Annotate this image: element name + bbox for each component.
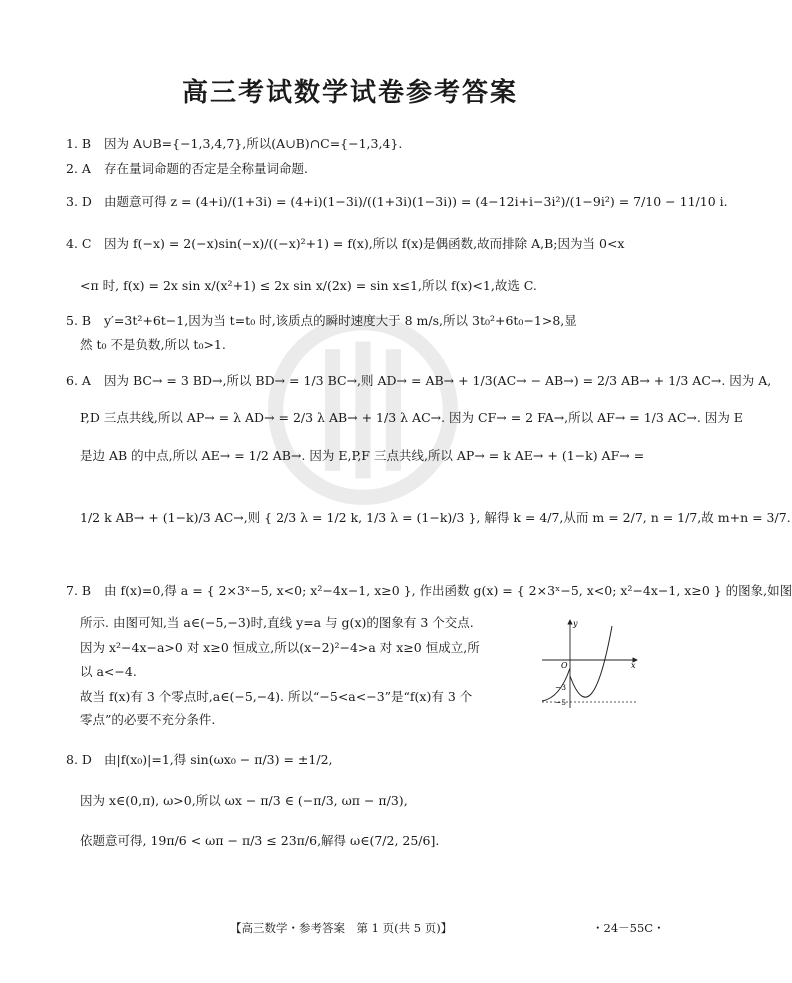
answer-3-number: 3. D — [66, 194, 92, 209]
answer-2-line-1: 存在量词命题的否定是全称量词命题. — [104, 161, 308, 176]
answer-6-number: 6. A — [66, 373, 91, 388]
answer-5-line-2: 然 t₀ 不是负数,所以 t₀>1. — [80, 337, 226, 352]
answer-5-number: 5. B — [66, 313, 92, 328]
tick-label-minus-3: −3 — [555, 683, 567, 692]
answer-1-number: 1. B — [66, 136, 92, 151]
answer-7-line-5: 故当 f(x)有 3 个零点时,a∈(−5,−4). 所以“−5<a<−3”是“f(x)有 3 个 — [80, 689, 473, 704]
answer-7-number: 7. B — [66, 583, 92, 598]
origin-label: O — [561, 661, 568, 670]
answer-7-line-2: 所示. 由图可知,当 a∈(−5,−3)时,直线 y=a 与 g(x)的图象有 3 个交点. — [80, 615, 474, 630]
answer-2-number: 2. A — [66, 161, 91, 176]
answer-4-line-2: <π 时, f(x) = 2x sin x/(x²+1) ≤ 2x sin x/(2x) = sin x≤1,所以 f(x)<1,故选 C. — [80, 278, 537, 293]
answer-7-line-1: 由 f(x)=0,得 a = { 2×3ˣ−5, x<0; x²−4x−1, x≥0 }, 作出函数 g(x) = { 2×3ˣ−5, x<0; x²−4x−1, x≥0 } 的图象,如图 — [104, 583, 792, 598]
answer-7-line-6: 零点”的必要不充分条件. — [80, 712, 216, 727]
answer-5-line-1: y′=3t²+6t−1,因为当 t=t₀ 时,该质点的瞬时速度大于 8 m/s,所以 3t₀²+6t₀−1>8,显 — [104, 313, 577, 328]
function-graph — [540, 618, 640, 710]
answer-6-line-2: P,D 三点共线,所以 AP→ = λ AD→ = 2/3 λ AB→ + 1/3 λ AC→. 因为 CF→ = 2 FA→,所以 AF→ = 1/3 AC→. 因为 E — [80, 410, 743, 425]
answer-8-number: 8. D — [66, 752, 92, 767]
x-axis-label: x — [631, 661, 636, 670]
answer-4-line-1: 因为 f(−x) = 2(−x)sin(−x)/((−x)²+1) = f(x),所以 f(x)是偶函数,故而排除 A,B;因为当 0<x — [104, 236, 625, 251]
answer-1-line-1: 因为 A∪B={−1,3,4,7},所以(A∪B)∩C={−1,3,4}. — [104, 136, 403, 151]
answer-8-line-3: 依题意可得, 19π/6 < ωπ − π/3 ≤ 23π/6,解得 ω∈(7/2, 25/6]. — [80, 833, 440, 848]
page-code: ・24－55C・ — [592, 921, 665, 935]
answer-7-line-4: 以 a<−4. — [80, 664, 137, 679]
answer-6-line-4: 1/2 k AB→ + (1−k)/3 AC→,则 { 2/3 λ = 1/2 k, 1/3 λ = (1−k)/3 }, 解得 k = 4/7,从而 m = 2/7, n = 1/7,故 m+n = 3/7. — [80, 510, 791, 525]
page-title: 高三考试数学试卷参考答案 — [181, 78, 518, 108]
answer-3-line-1: 由题意可得 z = (4+i)/(1+3i) = (4+i)(1−3i)/((1+3i)(1−3i)) = (4−12i+i−3i²)/(1−9i²) = 7/10 − 11/10 i. — [104, 194, 728, 209]
curve-parabola — [570, 626, 612, 697]
tick-label-minus-5: −5 — [555, 698, 567, 707]
answer-8-line-1: 由|f(x₀)|=1,得 sin(ωx₀ − π/3) = ±1/2, — [104, 752, 333, 767]
answer-8-line-2: 因为 x∈(0,π), ω>0,所以 ωx − π/3 ∈ (−π/3, ωπ − π/3), — [80, 793, 408, 808]
answer-4-number: 4. C — [66, 236, 92, 251]
page-footer: 【高三数学・参考答案 第 1 页(共 5 页)】 — [230, 921, 453, 935]
answer-7-line-3: 因为 x²−4x−a>0 对 x≥0 恒成立,所以(x−2)²−4>a 对 x≥0 恒成立,所 — [80, 640, 480, 655]
answer-6-line-1: 因为 BC→ = 3 BD→,所以 BD→ = 1/3 BC→,则 AD→ = AB→ + 1/3(AC→ − AB→) = 2/3 AB→ + 1/3 AC→. 因为 A, — [104, 373, 772, 388]
answer-6-line-3: 是边 AB 的中点,所以 AE→ = 1/2 AB→. 因为 E,P,F 三点共线,所以 AP→ = k AE→ + (1−k) AF→ = — [80, 448, 645, 463]
y-axis-label: y — [573, 619, 578, 628]
